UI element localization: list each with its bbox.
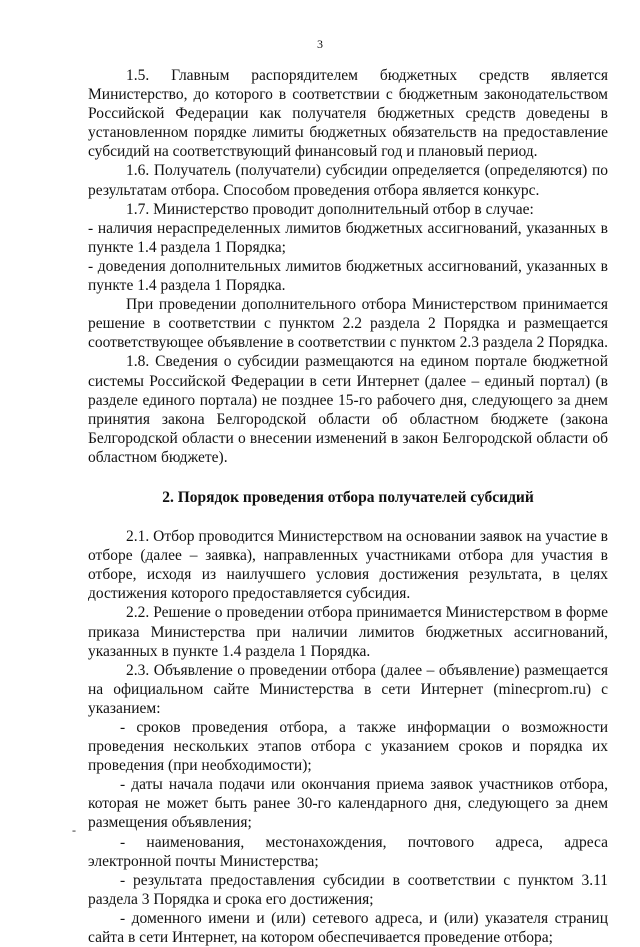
list-item-dates: - даты начала подачи или окончания приема заявок участников отбора, которая не может быть ранее 30-го календарного дня, следующего за днем размещения объявления;: [88, 776, 608, 832]
list-item-timing: - сроков проведения отбора, а также информации о возможности проведения нескольких этапов отбора с указанием сроков и порядка их проведения (при необходимости);: [88, 719, 608, 775]
page-number: 3: [317, 37, 323, 51]
paragraph-1-7: 1.7. Министерство проводит дополнительный отбор в случае:: [126, 200, 534, 218]
document-body: [88, 66, 608, 947]
list-item-additional-limits: - доведения дополнительных лимитов бюджетных ассигнований, указанных в пункте 1.4 раздела 1 Порядка.: [88, 257, 608, 295]
list-item-domain: - доменного имени и (или) сетевого адреса, и (или) указателя страниц сайта в сети Интернет, на котором обеспечивается проведение отбора;: [88, 909, 608, 947]
paragraph-1-8: 1.8. Сведения о субсидии размещаются на едином портале бюджетной системы Российской Федерации в сети Интернет (далее – единый портал) (в разделе единого портала) не позднее 15-го рабочего дня, следующего за днем принятия закона Белгородской области об областном бюджете (закона Белгородской области о внесении изменений в закон Белгородской области об областном бюджете).: [88, 353, 608, 466]
list-item-ministry-address: - наименования, местонахождения, почтового адреса, адреса электронной почты Министерства;: [88, 833, 608, 870]
section-2-heading: 2. Порядок проведения отбора получателей субсидий: [162, 488, 534, 506]
paragraph-2-2: 2.2. Решение о проведении отбора принимается Министерством в форме приказа Министерства при наличии лимитов бюджетных ассигнований, указанных в пункте 1.4 раздела 1 Порядка.: [88, 604, 608, 660]
paragraph-2-1: 2.1. Отбор проводится Министерством на основании заявок на участие в отборе (далее – заявка), направленных участниками отбора для участия в отборе, исходя из наилучшего условия достижения результата, в целях достижения которого предоставляется субсидия.: [88, 528, 608, 603]
list-item-result: - результата предоставления субсидии в соответствии с пунктом 3.11 раздела 3 Порядка и срока его достижения;: [88, 871, 608, 908]
paragraph-1-6: 1.6. Получатель (получатели) субсидии определяется (определяются) по результатам отбора. Способом проведения отбора является конкурс.: [88, 162, 608, 199]
list-item-unallocated-limits: - наличия нераспределенных лимитов бюджетных ассигнований, указанных в пункте 1.4 раздела 1 Порядка;: [88, 219, 608, 256]
paragraph-1-5: 1.5. Главным распорядителем бюджетных средств является Министерство, до которого в соответствии с бюджетным законодательством Российской Федерации как получателя бюджетных средств доведены в установленном порядке лимиты бюджетных обязательств на предоставление субсидий на соответствующий финансовый год и плановый период.: [88, 67, 608, 161]
paragraph-additional-selection: При проведении дополнительного отбора Министерством принимается решение в соответствии с пунктом 2.2 раздела 2 Порядка и размещается соответствующее объявление в соответствии с пунктом 2.3 раздела 2 Порядка.: [88, 296, 608, 352]
paragraph-2-3: 2.3. Объявление о проведении отбора (далее – объявление) размещается на официальном сайте Министерства в сети Интернет (minecprom.ru) с указанием:: [88, 661, 608, 717]
margin-mark: -: [72, 823, 76, 837]
